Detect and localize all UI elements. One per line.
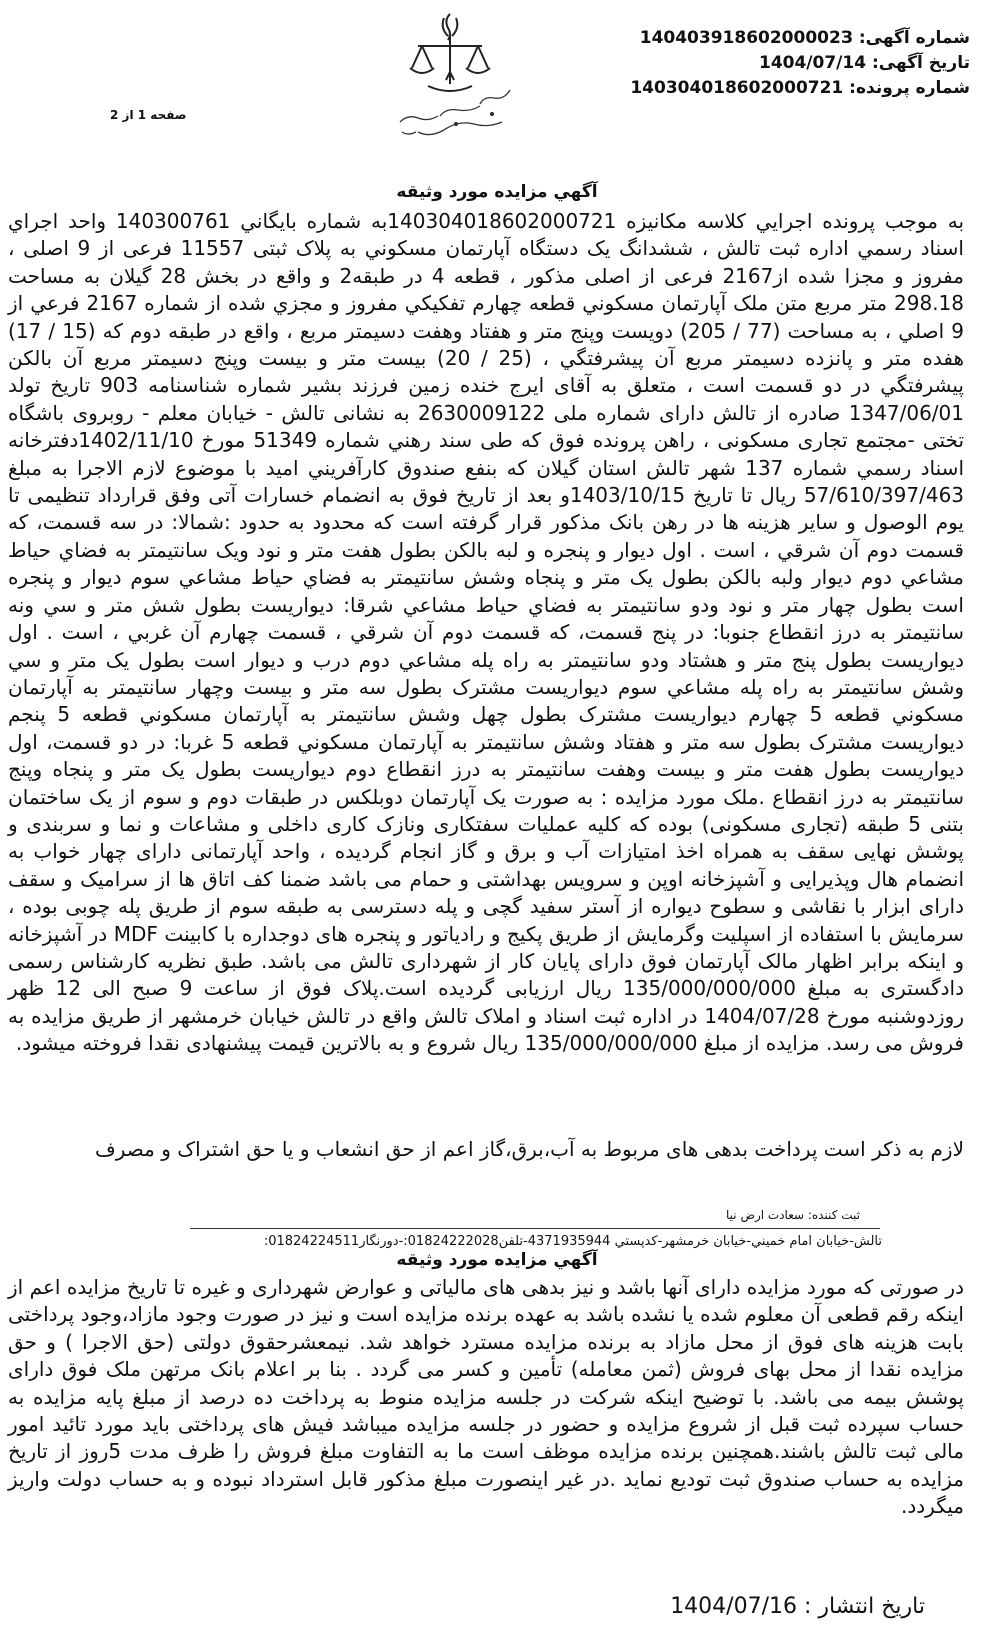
page-number: صفحه 1 از 2 bbox=[110, 108, 187, 122]
file-number: شماره پرونده: 140304018602000721 bbox=[630, 78, 970, 98]
registrar: ثبت کننده: سعادت ارض نیا bbox=[726, 1208, 860, 1222]
divider bbox=[190, 1228, 880, 1229]
section2-title: آگهي مزايده مورد وثيقه bbox=[396, 1250, 598, 1270]
section1-body: به موجب پرونده اجرايي كلاسه مكانيزه 140304018602000721به شماره بايگاني 140300761 واحد اجراي اسناد رسمي اداره ثبت تالش ، ششدانگ يک دستگاه آپارتمان مسكوني به پلاک ثبتی 11557 فرعی از 9 اصلی ، مفروز و مجزا شده از2167 فرعی از اصلی مذکور ، قطعه 4 در طبقه2 و واقع در بخش 28 گيلان به مساحت 298.18 متر مربع متن ملک آپارتمان مسكوني قطعه چهارم تفكيكي مفروز و مجزي شده از شماره 2167 فرعي از 9 اصلي ، به مساحت (77 / 205) دويست وپنج متر و هفتاد وهفت دسيمتر مربع ، واقع در طبقه دوم كه (15 / 17) هفده متر و پانزده دسيمتر مربع آن پيشرفتگي ، (25 / 20) بيست متر و بيست وپنج دسيمتر مربع آن بالكن پيشرفتگي در دو قسمت است ، متعلق به آقای ایرج خنده زمین فرزند بشیر شماره شناسنامه 903 تاریخ تولد 1347/06/01 صادره از تالش دارای شماره ملی 2630009122 به نشانی تالش - خیابان معلم - روبروی باشگاه تختی -مجتمع تجاری مسکونی ، راهن پرونده فوق كه طی سند رهني شماره 51349 مورخ 1402/11/10دفترخانه اسناد رسمي شماره 137 شهر تالش استان گيلان كه بنفع صندوق كارآفريني اميد با موضوع لازم الاجرا به مبلغ 57/610/397/463 ريال تا تاریخ 1403/10/15و بعد از تاریخ فوق به انضمام خسارات آتی وفق قرارداد تنظیمی تا یوم الوصول و سایر هزینه ها در رهن بانک مذکور قرار گرفته است كه محدود به حدود :شمالا: در سه قسمت، كه قسمت دوم آن شرقي ، است . اول ديوار و پنجره و لبه بالكن بطول هفت متر و نود ويک سانتيمتر به فضاي حياط مشاعي دوم ديوار ولبه بالكن بطول يک متر و پنجاه وشش سانتيمتر به فضاي حياط مشاعي سوم ديوار و پنجره است بطول چهار متر و نود ودو سانتيمتر به فضاي حياط مشاعي شرقا: ديواريست بطول شش متر و سي ونه سانتيمتر به درز انقطاع جنوبا: در پنج قسمت، كه قسمت دوم آن شرقي ، قسمت چهارم آن غربي ، است . اول ديواريست بطول پنج متر و هشتاد ودو سانتيمتر به راه پله مشاعي دوم درب و ديوار است بطول يک متر و سي وشش سانتيمتر به راه پله مشاعي سوم ديواريست مشترک بطول سه متر و بيست وچهار سانتيمتر به آپارتمان مسكوني قطعه 5 چهارم ديواريست مشترک بطول چهل وشش سانتيمتر به آپارتمان مسكوني قطعه 5 پنجم ديواريست مشترک بطول سه متر و هفتاد وشش سانتيمتر به آپارتمان مسكوني قطعه 5 غربا: در دو قسمت، اول ديواريست بطول هفت متر و بيست وهفت سانتيمتر به درز انقطاع دوم ديواريست بطول يک متر و پنجاه وپنج سانتيمتر به درز انقطاع .ملک مورد مزایده : به صورت یک آپارتمان دوبلکس در طبقات دوم و سوم از یک ساختمان بتنی 5 طبقه (تجاری مسکونی) بوده که کلیه عملیات سفتکاری ونازک کاری داخلی و مشاعات و نما و سربندی و پوشش نهایی سقف به همراه اخذ امتیازات آب و برق و گاز انجام گردیده ، واحد آپارتمانی دارای چهار خواب به انضمام هال وپذیرایی و آشپزخانه اوپن و سرویس بهداشتی و حمام می باشد ضمنا کف اتاق ها از سرامیک و سقف دارای ابزار با نقاشی و سطوح دیواره از آستر سفید گچی و پله دسترسی به طبقه سوم از طریق پله چوبی بوده ، سرمایش با استفاده از اسپلیت وگرمایش از طریق پکیج و رادیاتور و پنجره های دوجداره با کابینت MDF در آشپزخانه و اینکه برابر اظهار مالک آپارتمان فوق دارای پایان کار از شهرداری تالش می باشد. طبق نظریه کارشناس رسمی دادگستری به مبلغ 135/000/000/000 ریال ارزیابی گردیده است.پلاک فوق از ساعت 9 صبح الی 12 ظهر روزدوشنبه مورخ 1404/07/28 در اداره ثبت اسناد و املاک تالش واقع در تالش خیابان خرمشهر از طریق مزایده به فروش می رسد. مزایده از مبلغ 135/000/000/000 ریال شروع و به بالاترین قیمت پیشنهادی نقدا فروخته میشود. bbox=[8, 209, 965, 1056]
header-meta bbox=[560, 26, 970, 101]
judiciary-emblem-logo bbox=[360, 6, 540, 146]
section1-title: آگهي مزايده مورد وثيقه bbox=[396, 182, 598, 202]
notice-number: شماره آگهی: 14040391860200002З bbox=[639, 28, 970, 48]
section2-body: در صورتی که مورد مزایده دارای آنها باشد و نیز بدهی های مالیاتی و عوارض شهرداری و غیره تا تاریخ مزایده اعم از اینکه رقم قطعی آن معلوم شده یا نشده باشد به عهده برنده مزایده است و نیز در صورت وجود مازاد،وجود پرداختی بابت هزینه های فوق از محل مازاد به برنده مزایده مسترد خواهد شد. نیمعشرحقوق دولتی (حق الاجرا ) و حق مزایده نقدا از محل بهای فروش (ثمن معامله) تأمین و کسر می گردد . بنا بر اعلام بانک مرتهن ملک فوق دارای پوشش بیمه می باشد. با توضیح اینکه شرکت در جلسه مزایده منوط به پرداخت ده درصد از مبلغ پایه مزایده به حساب سپرده ثبت قبل از شروع مزایده و حضور در جلسه مزایده میباشد فیش های پرداختی باید مورد تائید امور مالی ثبت تالش باشند.همچنین برنده مزایده موظف است ما به التفاوت مبلغ فروش را ظرف مدت 5روز از تاریخ مزایده به حساب صندوق ثبت تودیع نماید .در غیر اینصورت مبلغ مذکور قابل استرداد نبوده و به حساب دولت واریز میگردد. bbox=[8, 1275, 964, 1519]
office-address: تالش-خيابان امام خميني-خيابان خرمشهر-کدپستي 4371935944-تلفن01824222028:-دورنگار01824224511: bbox=[263, 1234, 882, 1249]
section1-body-tail: لازم به ذکر است پرداخت بدهی های مربوط به آب،برق،گاز اعم از حق انشعاب و یا حق اشتراک و مصرف bbox=[95, 1137, 964, 1161]
notice-date: تاریخ آگهی: 1404/07/14 bbox=[758, 53, 970, 73]
publication-date: تاریخ انتشار : 1404/07/16 bbox=[670, 1594, 925, 1619]
